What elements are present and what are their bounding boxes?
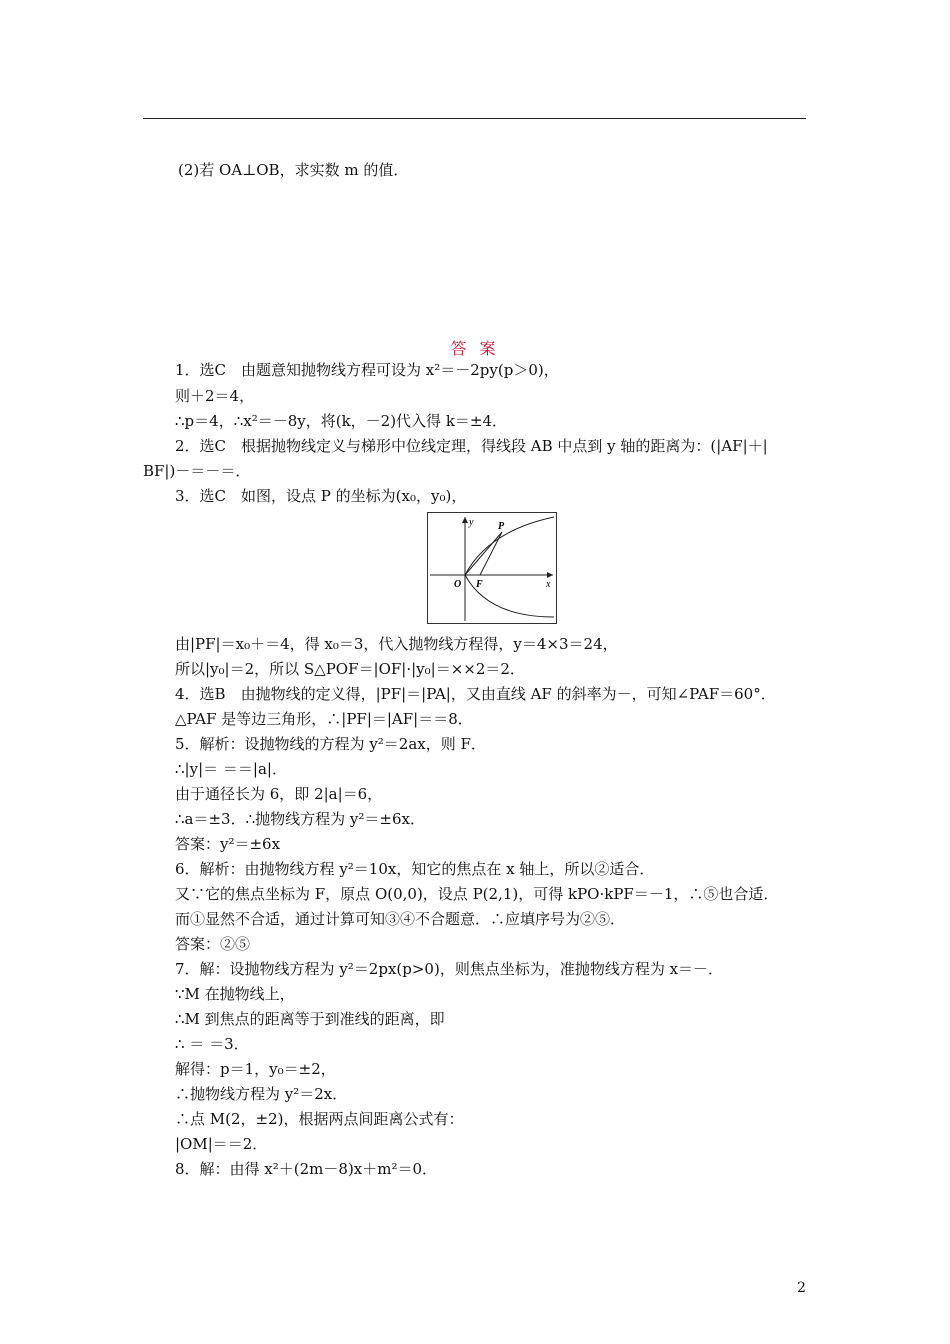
answer-line: 解得：p＝1，y₀＝±2，: [175, 1060, 336, 1078]
answer-line: ∴p＝4，∴x²＝－8y，将(k，－2)代入得 k＝±4．: [175, 412, 508, 430]
fig-label-x: x: [546, 579, 551, 590]
answer-line: 4．选B 由抛物线的定义得，|PF|＝|PA|，又由直线 AF 的斜率为－，可知∠PAF＝60°．: [175, 685, 776, 703]
answer-line: 2．选C 根据抛物线定义与梯形中位线定理，得线段 AB 中点到 y 轴的距离为：(|AF|＋|: [175, 437, 768, 455]
answer-title: 答 案: [450, 339, 500, 358]
answer-line: ∴抛物线方程为 y²＝2x．: [175, 1085, 348, 1103]
header-rule: [143, 118, 806, 119]
answer-line: 而①显然不合适，通过计算可知③④不合题意．∴应填序号为②⑤．: [175, 910, 626, 928]
answer-line: ∴a＝±3．∴抛物线方程为 y²＝±6x．: [175, 810, 425, 828]
answer-line: 则＋2＝4，: [175, 387, 255, 405]
answer-line: 6．解析：由抛物线方程 y²＝10x，知它的焦点在 x 轴上，所以②适合．: [175, 860, 655, 878]
answer-line: 答案：②⑤: [175, 935, 251, 953]
answer-line: 答案：y²＝±6x: [175, 835, 281, 853]
fig-label-f: F: [476, 579, 483, 590]
answer-line: BF|)－＝－＝．: [143, 462, 251, 480]
answer-line: 由|PF|＝x₀＋＝4，得 x₀＝3，代入抛物线方程得，y＝4×3＝24，: [175, 635, 618, 653]
answer-line: 5．解析：设抛物线的方程为 y²＝2ax，则 F．: [175, 735, 486, 753]
answer-line: 所以|y₀|＝2，所以 S△POF＝|OF|·|y₀|＝××2＝2．: [175, 660, 525, 678]
answer-line: ∴M 到焦点的距离等于到准线的距离，即: [175, 1010, 445, 1028]
fig-label-o: O: [454, 579, 462, 590]
answer-line: 由于通径长为 6，即 2|a|＝6，: [175, 785, 383, 803]
answer-line: 8．解：由得 x²＋(2m－8)x＋m²＝0．: [175, 1160, 438, 1178]
answer-line: |OM|＝＝2．: [175, 1135, 268, 1153]
answer-line: ∴点 M(2，±2)，根据两点间距离公式有：: [175, 1110, 464, 1128]
answer-line: 1．选C 由题意知抛物线方程可设为 x²＝－2py(p＞0)，: [175, 361, 559, 379]
fig-label-y: y: [469, 517, 474, 528]
answer-line: 3．选C 如图，设点 P 的坐标为(x₀，y₀)，: [175, 487, 467, 505]
answer-line: △PAF 是等边三角形，∴|PF|＝|AF|＝＝8．: [175, 710, 473, 728]
fig-label-p: P: [498, 521, 505, 532]
answer-line: 又∵它的焦点坐标为 F，原点 O(0,0)，设点 P(2,1)，可得 kPO·kPF＝－1，∴⑤也合适．: [175, 885, 779, 903]
answer-line: ∴|y|＝ ＝＝|a|．: [175, 760, 287, 778]
answer-line: 7．解：设抛物线方程为 y²＝2px(p>0)，则焦点坐标为，准抛物线方程为 x＝－．: [175, 960, 724, 978]
answer-line: ∴ ＝ ＝3．: [175, 1035, 249, 1053]
question-2: (2)若 OA⊥OB，求实数 m 的值．: [178, 161, 409, 179]
parabola-figure: [427, 512, 557, 624]
page-number: 2: [797, 1280, 806, 1296]
answer-line: ∵M 在抛物线上，: [175, 985, 295, 1003]
